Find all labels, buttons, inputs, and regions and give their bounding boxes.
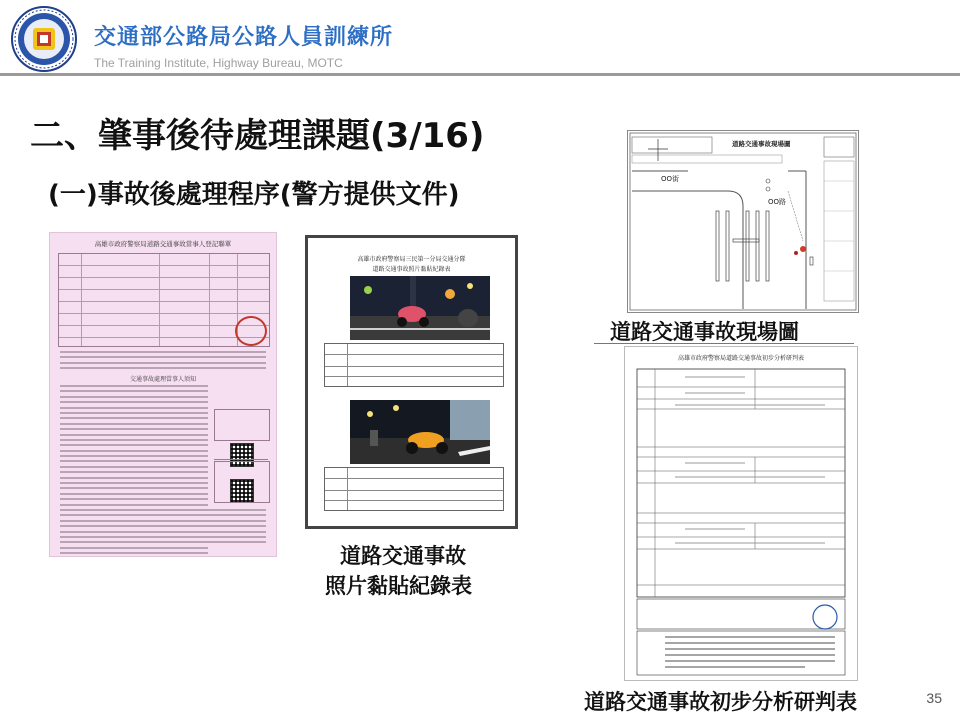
analysis-title: 高雄市政府警察局道路交通事故初步分析研判表 xyxy=(677,355,804,362)
slide-subtitle: (一)事故後處理程序(警方提供文件) xyxy=(48,180,460,210)
scene-diagram-title: 道路交通事故現場圖 xyxy=(732,140,791,148)
header xyxy=(0,0,960,76)
slide-title: 二、肇事後待處理課題(3/16) xyxy=(30,116,485,156)
caption-photo-record-line2: 照片黏貼紀錄表 xyxy=(325,574,472,598)
page-number: 35 xyxy=(926,690,942,706)
pink-form-notice: 交通事故處理當事人須知 xyxy=(129,376,196,383)
photo-sheet-title-2: 道路交通事故照片黏貼紀錄表 xyxy=(372,266,451,273)
pink-form-table xyxy=(58,253,270,347)
caption-scene-diagram: 道路交通事故現場圖 xyxy=(610,320,799,344)
header-divider xyxy=(0,73,960,76)
photo-1-info-table xyxy=(324,343,504,387)
caption-photo-record-line1: 道路交通事故 xyxy=(340,544,466,568)
caption-analysis: 道路交通事故初步分析研判表 xyxy=(584,690,857,714)
accident-photo-1 xyxy=(350,276,490,340)
pink-registration-form-image xyxy=(49,232,277,557)
institute-logo xyxy=(11,6,77,72)
accident-scene-diagram-image xyxy=(627,130,859,313)
pink-form-footer-text xyxy=(60,509,266,547)
photo-sheet-title-1: 高雄市政府警察局三民第一分局交通分隊 xyxy=(357,256,466,263)
photo-record-sheet-image xyxy=(305,235,518,529)
pink-form-title: 高雄市政府警察局道路交通事故當事人登記聯單 xyxy=(94,240,232,248)
accident-photo-2 xyxy=(350,400,490,464)
photo-2-info-table xyxy=(324,467,504,511)
pink-form-text-block xyxy=(60,351,266,373)
preliminary-analysis-form-image xyxy=(624,346,858,681)
scene-street-label: OO街 xyxy=(661,175,680,183)
org-name-en: The Training Institute, Highway Bureau, MOTC xyxy=(94,56,343,70)
scene-road-label: OO路 xyxy=(768,198,787,206)
org-name-cn: 交通部公路局公路人員訓練所 xyxy=(94,25,394,50)
